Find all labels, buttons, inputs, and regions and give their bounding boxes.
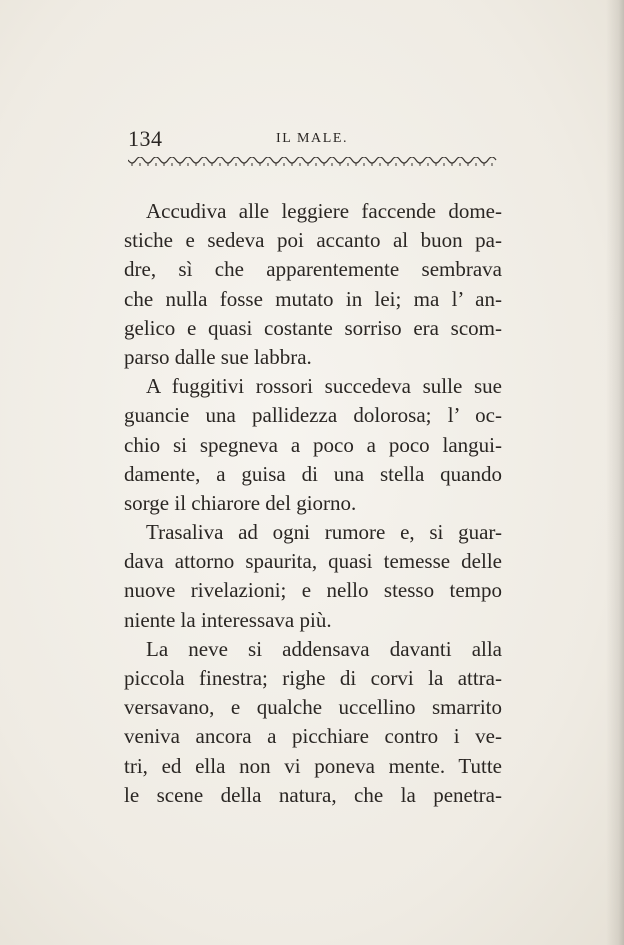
text-line: che nulla fosse mutato in lei; ma l’ an-: [124, 286, 502, 311]
text-line: La neve si addensava davanti alla: [146, 636, 502, 661]
text-line: parso dalle sue labbra.: [124, 344, 312, 369]
text-line: gelico e quasi costante sorriso era scom-: [124, 315, 502, 340]
page-number: 134: [128, 126, 163, 151]
text-line: Accudiva alle leggiere faccende dome-: [146, 199, 502, 223]
paragraph: [124, 372, 502, 518]
paragraph: [124, 197, 502, 372]
text-line: niente la interessava più.: [124, 607, 332, 632]
text-line: guancie una pallidezza dolorosa; l’ oc-: [124, 403, 502, 428]
text-line: veniva ancora a picchiare contro i ve-: [124, 724, 502, 749]
text-line: damente, a guisa di una stella quando: [124, 461, 502, 486]
text-line: sorge il chiarore del giorno.: [124, 490, 357, 515]
paragraph: [124, 518, 502, 635]
text-line: versavano, e qualche uccellino smarrito: [124, 695, 502, 720]
running-title: IL MALE.: [276, 131, 349, 146]
text-line: chio si spegneva a poco a poco langui-: [124, 432, 502, 457]
body-text: [124, 197, 502, 810]
text-line: tri, ed ella non vi poneva mente. Tutte: [124, 753, 502, 778]
text-line: Trasaliva ad ogni rumore e, si guar-: [146, 520, 502, 545]
text-line: nuove rivelazioni; e nello stesso tempo: [124, 578, 502, 603]
text-line: dava attorno spaurita, quasi temesse delle: [124, 549, 502, 574]
text-line: A fuggitivi rossori succedeva sulle sue: [146, 374, 502, 399]
paragraph: [124, 635, 502, 810]
page-header: [128, 126, 498, 154]
text-line: piccola finestra; righe di corvi la attra-: [124, 666, 502, 690]
text-line: stiche e sedeva poi accanto al buon pa-: [124, 228, 502, 253]
decorative-ornament-rule: [128, 157, 498, 167]
text-line: le scene della natura, che la penetra-: [124, 782, 502, 807]
page-edge-shadow: [606, 0, 624, 945]
text-line: dre, sì che apparentemente sembrava: [124, 257, 502, 282]
